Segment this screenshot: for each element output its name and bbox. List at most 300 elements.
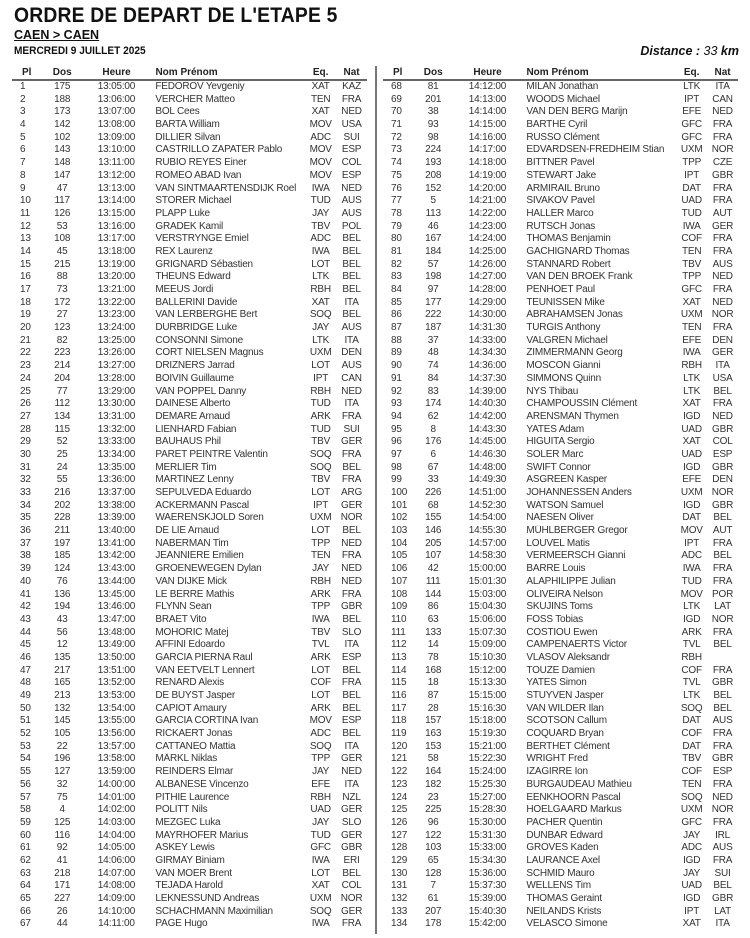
cell-eq: UAD [310, 804, 331, 816]
cell-dos: 153 [425, 740, 442, 752]
cell-nat: ITA [344, 296, 359, 308]
cell-heure: 13:09:00 [97, 131, 136, 143]
cell-nom: POLITT Nils [155, 804, 208, 816]
cell-pl: 49 [20, 690, 31, 701]
table-row [12, 347, 367, 360]
cell-heure: 14:40:30 [468, 398, 507, 410]
cell-heure: 14:15:00 [468, 119, 507, 131]
cell-eq: TEN [681, 245, 702, 257]
cell-heure: 14:42:00 [468, 410, 507, 422]
cell-nom: PLAPP Luke [155, 207, 210, 219]
cell-dos: 194 [54, 601, 71, 613]
cell-eq: SOQ [309, 461, 332, 473]
cell-pl: 15 [20, 258, 31, 270]
cell-pl: 9 [20, 182, 26, 194]
cell-heure: 14:10:00 [97, 905, 136, 917]
table-row [12, 170, 367, 183]
cell-eq: IPT [313, 499, 329, 511]
cell-nom: DURBRIDGE Luke [155, 322, 238, 334]
table-row [383, 868, 738, 881]
cell-dos: 44 [56, 918, 68, 930]
cell-nom: VAN EETVELT Lennert [155, 664, 255, 676]
cell-nom: VAN DEN BERG Marijn [526, 106, 628, 118]
column-divider [375, 66, 377, 934]
table-row [383, 677, 738, 690]
cell-nom: MILAN Jonathan [526, 81, 599, 92]
cell-nat: USA [712, 372, 733, 384]
stage-date: MERCREDI 9 JUILLET 2025 [14, 45, 146, 57]
cell-nat: NOR [711, 309, 734, 321]
cell-heure: 14:06:00 [97, 854, 136, 866]
cell-pl: 120 [391, 740, 408, 752]
cell-nom: HOELGAARD Markus [526, 804, 622, 816]
cell-eq: IWA [311, 854, 330, 866]
table-row [12, 715, 367, 728]
cell-heure: 13:17:00 [97, 233, 136, 245]
cell-nom: GIRMAY Biniam [155, 854, 225, 866]
cell-heure: 13:10:00 [97, 144, 136, 156]
distance-value: 33 [700, 44, 721, 58]
table-row [12, 157, 367, 170]
table-row [383, 436, 738, 449]
cell-nom: THEUNS Edward [155, 271, 231, 283]
cell-pl: 132 [391, 893, 408, 904]
table-row [12, 233, 367, 246]
cell-nom: DILLIER Silvan [155, 131, 221, 143]
cell-dos: 55 [56, 474, 68, 486]
table-row [383, 652, 738, 665]
cell-pl: 14 [20, 245, 31, 257]
table-row [12, 880, 367, 893]
cell-nom: REX Laurenz [155, 245, 213, 257]
table-row [383, 94, 738, 107]
cell-nat: FRA [712, 398, 733, 410]
table-row [383, 424, 738, 437]
cell-dos: 128 [425, 867, 442, 879]
cell-pl: 102 [391, 512, 408, 524]
cell-heure: 13:14:00 [97, 195, 136, 207]
cell-pl: 67 [20, 918, 31, 930]
cell-dos: 97 [427, 284, 439, 295]
cell-heure: 15:27:00 [468, 791, 507, 803]
cell-nat: ITA [344, 778, 359, 790]
cell-eq: IGD [683, 499, 701, 511]
cell-eq: LTK [312, 271, 330, 283]
cell-nat: NOR [340, 512, 363, 524]
distance-label: Distance : [640, 44, 701, 58]
table-row [12, 766, 367, 779]
cell-pl: 122 [391, 766, 408, 778]
cell-eq: JAY [312, 816, 330, 828]
cell-eq: JAY [312, 207, 330, 219]
cell-pl: 41 [20, 588, 31, 600]
cell-pl: 26 [20, 398, 31, 410]
cell-dos: 47 [56, 182, 68, 194]
cell-nom: PACHER Quentin [526, 816, 603, 828]
cell-pl: 134 [391, 918, 408, 930]
cell-pl: 1 [20, 81, 26, 92]
cell-nom: LAURANCE Axel [526, 854, 600, 866]
cell-pl: 88 [391, 334, 402, 346]
cell-dos: 152 [425, 182, 442, 194]
cell-eq: MOV [680, 588, 703, 600]
table-row [12, 893, 367, 906]
cell-nat: ESP [341, 169, 362, 181]
table-row [12, 576, 367, 589]
cell-heure: 14:28:00 [468, 284, 507, 295]
table-row [12, 81, 367, 94]
cell-nat: BEL [342, 271, 361, 283]
cell-nat: NED [341, 575, 362, 587]
cell-nom: AFFINI Edoardo [155, 639, 225, 651]
cell-pl: 103 [391, 525, 408, 537]
cell-eq: ARK [681, 626, 702, 638]
page-title: ORDRE DE DEPART DE L'ETAPE 5 [14, 4, 338, 27]
cell-nat: BEL [342, 664, 361, 676]
cell-heure: 14:45:00 [468, 436, 507, 448]
cell-nat: BEL [713, 385, 732, 397]
cell-nat: ITA [715, 81, 730, 92]
cell-dos: 117 [54, 195, 70, 207]
cell-pl: 53 [20, 740, 31, 752]
cell-dos: 5 [430, 195, 436, 207]
cell-heure: 14:11:00 [98, 918, 135, 930]
table-row [12, 842, 367, 855]
cell-dos: 187 [425, 322, 442, 334]
table-row [12, 639, 367, 652]
cell-heure: 13:20:00 [97, 271, 136, 283]
cell-dos: 198 [425, 271, 442, 283]
cell-eq: DAT [682, 182, 701, 194]
cell-nom: WAERENSKJOLD Soren [155, 512, 264, 524]
table-row [383, 462, 738, 475]
cell-heure: 14:49:30 [468, 474, 507, 486]
cell-heure: 13:16:00 [97, 220, 136, 232]
table-row [383, 500, 738, 513]
cell-eq: ADC [310, 233, 331, 245]
cell-nat: FRA [712, 119, 733, 131]
cell-nom: CHAMPOUSSIN Clément [526, 398, 638, 410]
cell-eq: UXM [309, 512, 332, 524]
cell-nat: CZE [712, 157, 733, 169]
cell-eq: RBH [310, 284, 331, 295]
cell-dos: 62 [427, 410, 439, 422]
cell-eq: IWA [311, 245, 330, 257]
cell-dos: 96 [427, 816, 439, 828]
table-row [383, 233, 738, 246]
cell-nat: GBR [341, 842, 363, 854]
stage-distance [640, 44, 739, 58]
cell-dos: 224 [425, 144, 442, 156]
cell-heure: 13:58:00 [97, 753, 136, 765]
cell-heure: 15:09:00 [468, 639, 507, 651]
cell-eq: TUD [310, 195, 331, 207]
cell-nom: EENKHOORN Pascal [526, 791, 621, 803]
cell-eq: LTK [683, 690, 701, 701]
cell-pl: 77 [391, 195, 402, 207]
table-row [383, 690, 738, 703]
cell-eq: RBH [681, 651, 702, 663]
table-row [12, 500, 367, 513]
cell-nat: FRA [712, 563, 733, 575]
table-body [383, 81, 738, 931]
cell-heure: 14:04:00 [97, 829, 136, 841]
cell-dos: 84 [427, 372, 439, 384]
cell-dos: 185 [54, 550, 71, 562]
cell-eq: RBH [310, 575, 331, 587]
table-row [383, 347, 738, 360]
cell-eq: SOQ [309, 309, 332, 321]
table-row [383, 753, 738, 766]
cell-heure: 15:07:30 [468, 626, 507, 638]
cell-pl: 91 [391, 372, 402, 384]
table-row [12, 449, 367, 462]
cell-dos: 115 [54, 423, 70, 435]
cell-nom: JOHANNESSEN Anders [526, 487, 632, 498]
cell-pl: 70 [391, 106, 402, 118]
table-row [383, 259, 738, 272]
cell-dos: 52 [56, 436, 68, 448]
cell-eq: COF [681, 766, 702, 778]
cell-pl: 30 [20, 448, 31, 460]
cell-eq: TPP [311, 601, 331, 613]
cell-nat: SLO [341, 626, 362, 638]
cell-nom: GACHIGNARD Thomas [526, 245, 630, 257]
table-row [383, 728, 738, 741]
cell-pl: 4 [20, 119, 26, 131]
cell-nat: GER [341, 436, 363, 448]
cell-nom: GROVES Kaden [526, 842, 599, 854]
cell-nom: BOIVIN Guillaume [155, 372, 234, 384]
cell-pl: 37 [20, 537, 31, 549]
cell-pl: 6 [20, 144, 26, 156]
cell-nom: DE BUYST Jasper [155, 690, 235, 701]
table-row [383, 779, 738, 792]
cell-nom: GARCIA PIERNA Raul [155, 651, 253, 663]
cell-heure: 13:19:00 [97, 258, 136, 270]
cell-pl: 97 [391, 448, 402, 460]
cell-heure: 13:46:00 [97, 601, 136, 613]
cell-eq: JAY [683, 829, 701, 841]
cell-nat: POL [341, 220, 362, 232]
cell-pl: 119 [391, 728, 407, 740]
cell-dos: 201 [425, 93, 442, 105]
cell-nat: SUI [343, 423, 360, 435]
cell-pl: 50 [20, 702, 31, 714]
cell-dos: 142 [54, 119, 71, 131]
cell-eq: IGD [683, 410, 701, 422]
table-row [383, 804, 738, 817]
cell-eq: UAD [681, 195, 702, 207]
cell-eq: TUD [310, 829, 331, 841]
cell-pl: 13 [20, 233, 31, 245]
cell-heure: 13:47:00 [97, 613, 136, 625]
cell-heure: 13:37:00 [97, 487, 136, 498]
cell-eq: IGD [683, 613, 701, 625]
cell-pl: 45 [20, 639, 31, 651]
cell-heure: 14:16:00 [468, 131, 507, 143]
cell-nom: VAN WILDER Ilan [526, 702, 604, 714]
cell-dos: 157 [425, 715, 442, 727]
table-row [383, 284, 738, 297]
cell-pl: 21 [20, 334, 31, 346]
cell-pl: 54 [20, 753, 31, 765]
cell-nat: COL [341, 157, 362, 169]
cell-eq: XAT [311, 106, 330, 118]
cell-dos: 58 [427, 753, 439, 765]
cell-dos: 78 [427, 651, 439, 663]
cell-eq: GFC [681, 131, 702, 143]
cell-heure: 13:05:00 [97, 81, 136, 92]
cell-nom: WRIGHT Fred [526, 753, 588, 765]
cell-nat: NED [341, 563, 362, 575]
cell-eq: COF [681, 233, 702, 245]
table-row [12, 398, 367, 411]
cell-nat: BEL [342, 525, 361, 537]
table-row [12, 703, 367, 716]
cell-pl: 63 [20, 867, 31, 879]
table-row [12, 221, 367, 234]
cell-pl: 24 [20, 372, 31, 384]
cell-heure: 14:23:00 [468, 220, 507, 232]
cell-dos: 22 [56, 740, 68, 752]
cell-nat: USA [341, 119, 362, 131]
table-row [12, 208, 367, 221]
cell-eq: COF [681, 664, 702, 676]
cell-nom: WELLENS Tim [526, 880, 591, 892]
cell-eq: IPT [684, 169, 700, 181]
cell-eq: IWA [682, 563, 701, 575]
header-dos: Dos [52, 67, 72, 78]
cell-dos: 184 [425, 245, 442, 257]
cell-pl: 57 [20, 791, 31, 803]
cell-nom: VAN DEN BROEK Frank [526, 271, 633, 283]
cell-pl: 51 [20, 715, 31, 727]
cell-heure: 14:39:00 [468, 385, 507, 397]
cell-nat: LAT [714, 601, 732, 613]
table-row [12, 779, 367, 792]
cell-pl: 128 [391, 842, 408, 854]
table-row [383, 550, 738, 563]
cell-heure: 13:31:00 [97, 410, 136, 422]
cell-nat: BEL [342, 284, 361, 295]
cell-pl: 22 [20, 347, 31, 359]
cell-eq: EFE [311, 778, 331, 790]
cell-nom: YATES Simon [526, 677, 587, 689]
cell-dos: 98 [427, 131, 439, 143]
cell-heure: 13:50:00 [97, 651, 136, 663]
cell-nat: AUS [712, 715, 733, 727]
cell-pl: 96 [391, 436, 402, 448]
cell-pl: 125 [391, 804, 408, 816]
cell-heure: 15:04:30 [468, 601, 507, 613]
cell-nat: BEL [713, 512, 732, 524]
table-row [12, 563, 367, 576]
table-row [12, 855, 367, 868]
header-eq: Eq. [683, 67, 700, 78]
cell-eq: TUD [310, 423, 331, 435]
cell-heure: 15:03:00 [468, 588, 507, 600]
cell-eq: UAD [681, 423, 702, 435]
cell-pl: 78 [391, 207, 402, 219]
cell-pl: 52 [20, 728, 31, 740]
table-row [12, 183, 367, 196]
cell-nom: BARTHE Cyril [526, 119, 588, 131]
header-nom: Nom Prénom [155, 67, 218, 78]
cell-nat: COL [341, 880, 362, 892]
cell-nom: LEKNESSUND Andreas [155, 893, 260, 904]
cell-nat: ARG [341, 487, 363, 498]
cell-nat: NED [712, 106, 733, 118]
cell-dos: 193 [425, 157, 442, 169]
cell-pl: 60 [20, 829, 31, 841]
cell-heure: 14:02:00 [97, 804, 136, 816]
cell-dos: 163 [425, 728, 442, 740]
cell-nat: BEL [713, 639, 732, 651]
cell-nom: STEWART Jake [526, 169, 597, 181]
cell-dos: 208 [425, 169, 442, 181]
cell-eq: JAY [683, 867, 701, 879]
cell-nat: FRA [341, 677, 362, 689]
cell-dos: 67 [427, 461, 439, 473]
cell-nat: ERI [343, 854, 360, 866]
cell-pl: 66 [20, 905, 31, 917]
table-row [12, 614, 367, 627]
cell-heure: 14:48:00 [468, 461, 507, 473]
cell-dos: 164 [425, 766, 442, 778]
cell-heure: 13:30:00 [97, 398, 136, 410]
table-row [383, 183, 738, 196]
cell-pl: 18 [20, 296, 31, 308]
cell-nat: BEL [342, 309, 361, 321]
cell-pl: 5 [20, 131, 26, 143]
cell-nom: SEPULVEDA Eduardo [155, 487, 252, 498]
cell-eq: TUD [681, 207, 702, 219]
cell-heure: 13:25:00 [97, 334, 136, 346]
cell-heure: 14:21:00 [468, 195, 507, 207]
cell-eq: JAY [312, 563, 330, 575]
table-row [12, 360, 367, 373]
cell-nat: ITA [344, 398, 359, 410]
cell-nom: BRAET Vito [155, 613, 207, 625]
cell-nom: LOUVEL Matis [526, 537, 590, 549]
table-row [383, 766, 738, 779]
cell-heure: 13:26:00 [97, 347, 136, 359]
cell-nom: ARMIRAIL Bruno [526, 182, 600, 194]
cell-nom: VLASOV Aleksandr [526, 651, 610, 663]
cell-nom: ROMEO ABAD Ivan [155, 169, 242, 181]
cell-eq: IGD [683, 461, 701, 473]
table-row [383, 627, 738, 640]
cell-dos: 41 [56, 854, 68, 866]
cell-nom: MÜHLBERGER Gregor [526, 525, 628, 537]
cell-pl: 114 [391, 664, 407, 676]
cell-dos: 102 [54, 131, 71, 143]
cell-nom: SIMMONS Quinn [526, 372, 602, 384]
table-row [383, 665, 738, 678]
cell-eq: ADC [681, 842, 702, 854]
cell-pl: 98 [391, 461, 402, 473]
cell-nat [707, 652, 738, 665]
cell-pl: 34 [20, 499, 31, 511]
cell-eq: LTK [683, 81, 701, 92]
cell-dos: 83 [427, 385, 439, 397]
cell-dos: 228 [54, 512, 71, 524]
cell-dos: 225 [425, 804, 442, 816]
table-row [383, 221, 738, 234]
cell-eq: IPT [684, 93, 700, 105]
cell-dos: 46 [427, 220, 439, 232]
